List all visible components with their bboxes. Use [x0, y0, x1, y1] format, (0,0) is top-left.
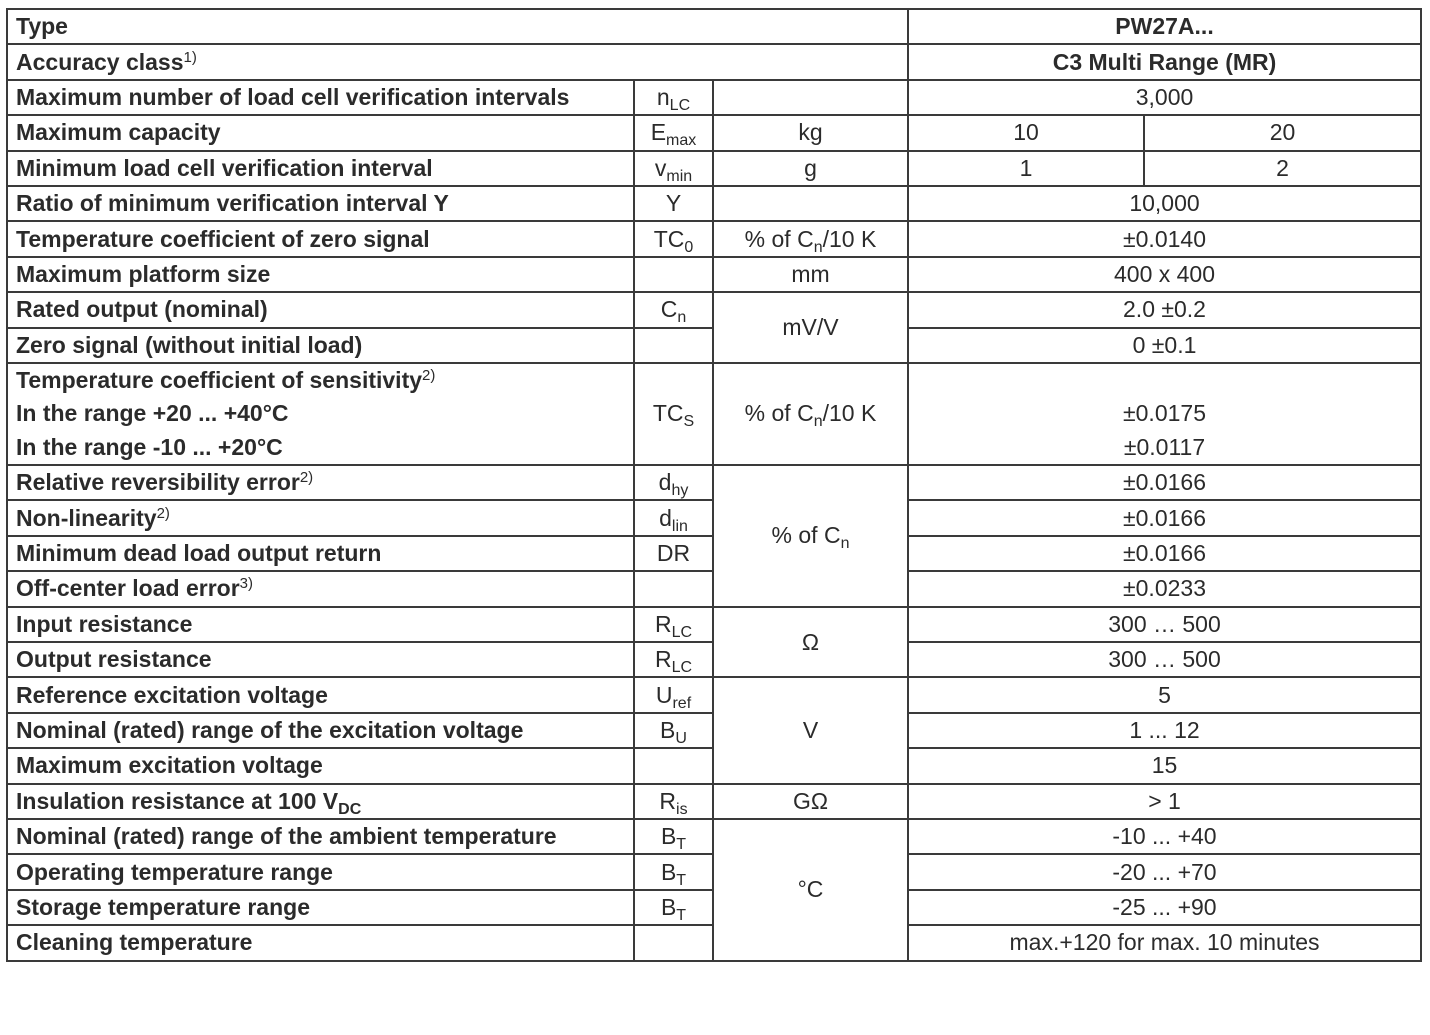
symbol-text: E: [650, 119, 667, 146]
unit-cell: [713, 465, 908, 607]
accuracy-class-value: C3 Multi Range (MR): [908, 44, 1421, 79]
symbol-subscript: LC: [669, 96, 691, 114]
symbol-text: U: [655, 681, 673, 708]
symbol-subscript: T: [676, 906, 687, 924]
type-value: PW27A...: [908, 9, 1421, 44]
value-cell: 1: [908, 151, 1144, 186]
table-row: [7, 44, 1421, 79]
value-cell: 300 … 500: [908, 607, 1421, 642]
symbol-subscript: is: [676, 800, 688, 818]
table-row: [7, 80, 1421, 115]
range-label: In the range -10 ... +20°C: [7, 431, 634, 465]
value-cell: -25 ... +90: [908, 890, 1421, 925]
unit-text: % of C: [771, 522, 841, 549]
symbol-text: R: [654, 646, 672, 673]
value-cell: 2.0 ±0.2: [908, 292, 1421, 327]
symbol-cell: [634, 221, 713, 256]
value-cell: 5: [908, 677, 1421, 712]
label-text: Insulation resistance at 100 V: [16, 787, 339, 814]
symbol-subscript: U: [675, 730, 687, 747]
label-text: Non-linearity: [16, 504, 157, 531]
symbol-subscript: n: [677, 309, 687, 327]
symbol-cell: [634, 819, 713, 854]
value-cell: ±0.0117: [908, 431, 1421, 465]
symbol-subscript: LC: [671, 623, 693, 641]
value-cell: 1 ... 12: [908, 713, 1421, 748]
symbol-text: C: [660, 296, 678, 323]
symbol-text: d: [658, 469, 672, 496]
value-cell: > 1: [908, 784, 1421, 819]
property-label: Zero signal (without initial load): [7, 328, 634, 363]
property-label: Maximum platform size: [7, 257, 634, 292]
symbol-text: n: [656, 83, 670, 110]
unit-cell: V: [713, 677, 908, 783]
property-label: [7, 784, 634, 819]
label-text: Temperature coefficient of sensitivity: [16, 367, 423, 394]
value-cell: 0 ±0.1: [908, 328, 1421, 363]
table-row: [7, 784, 1421, 819]
symbol-cell: [634, 571, 713, 606]
footnote-mark: 1): [183, 48, 197, 66]
unit-cell: °C: [713, 819, 908, 961]
value-cell: ±0.0233: [908, 571, 1421, 606]
unit-cell: g: [713, 151, 908, 186]
symbol-cell: Y: [634, 186, 713, 221]
symbol-cell: [634, 465, 713, 500]
symbol-subscript: max: [666, 132, 697, 150]
symbol-subscript: 0: [684, 238, 694, 256]
footnote-mark: 2): [156, 504, 170, 522]
value-cell: 20: [1144, 115, 1421, 150]
property-label: Output resistance: [7, 642, 634, 677]
value-cell: 3,000: [908, 80, 1421, 115]
symbol-text: R: [659, 787, 677, 814]
table-row: [7, 465, 1421, 500]
symbol-subscript: min: [666, 167, 693, 185]
unit-text: % of C: [744, 400, 814, 427]
table-row: [7, 151, 1421, 186]
symbol-cell: [634, 607, 713, 642]
property-label: [7, 500, 634, 535]
value-cell: -10 ... +40: [908, 819, 1421, 854]
property-label: Minimum load cell verification interval: [7, 151, 634, 186]
value-cell: 10,000: [908, 186, 1421, 221]
unit-subscript: n: [813, 413, 823, 431]
symbol-text: R: [654, 610, 672, 637]
property-label: Maximum number of load cell verification intervals: [7, 80, 634, 115]
unit-text: % of C: [744, 225, 814, 252]
value-cell: ±0.0166: [908, 465, 1421, 500]
symbol-text: d: [659, 504, 672, 531]
unit-cell: [713, 363, 908, 465]
table-row: [7, 363, 1421, 397]
unit-text: /10 K: [822, 400, 877, 427]
value-cell: -20 ... +70: [908, 854, 1421, 889]
symbol-text: B: [660, 717, 676, 743]
property-label: Temperature coefficient of zero signal: [7, 221, 634, 256]
property-label: [7, 363, 634, 397]
symbol-cell: [634, 80, 713, 115]
range-label: In the range +20 ... +40°C: [7, 397, 634, 430]
label-subscript: DC: [338, 800, 362, 818]
property-label: Nominal (rated) range of the excitation voltage: [7, 713, 634, 748]
table-row: [7, 221, 1421, 256]
value-cell: ±0.0175: [908, 397, 1421, 430]
unit-text: /10 K: [822, 225, 877, 252]
property-label: Maximum capacity: [7, 115, 634, 150]
table-row: [7, 607, 1421, 642]
type-label: Type: [7, 9, 908, 44]
unit-cell: mV/V: [713, 292, 908, 363]
property-label: Operating temperature range: [7, 854, 634, 889]
table-row: [7, 115, 1421, 150]
footnote-mark: 3): [239, 575, 253, 593]
symbol-text: B: [660, 858, 677, 885]
symbol-cell: [634, 642, 713, 677]
symbol-subscript: T: [676, 836, 687, 854]
property-label: [7, 465, 634, 500]
symbol-cell: [634, 748, 713, 783]
property-label: Nominal (rated) range of the ambient temperature: [7, 819, 634, 854]
property-label: [7, 571, 634, 606]
property-label: Rated output (nominal): [7, 292, 634, 327]
unit-cell: [713, 186, 908, 221]
symbol-cell: [634, 115, 713, 150]
symbol-cell: [634, 151, 713, 186]
table-row: [7, 819, 1421, 854]
unit-subscript: n: [813, 238, 823, 256]
symbol-cell: [634, 363, 713, 465]
symbol-cell: [634, 257, 713, 292]
unit-subscript: n: [840, 535, 850, 553]
property-label: Maximum excitation voltage: [7, 748, 634, 783]
symbol-subscript: lin: [671, 517, 688, 535]
symbol-cell: [634, 500, 713, 535]
symbol-text: TC: [653, 225, 685, 252]
symbol-text: TC: [652, 400, 684, 427]
table-row: [7, 292, 1421, 327]
property-label: Storage temperature range: [7, 890, 634, 925]
symbol-text: B: [660, 823, 677, 850]
table-row: [7, 677, 1421, 712]
symbol-subscript: S: [683, 413, 695, 431]
value-cell: ±0.0166: [908, 536, 1421, 571]
value-cell: 2: [1144, 151, 1421, 186]
value-cell: ±0.0140: [908, 221, 1421, 256]
property-label: Minimum dead load output return: [7, 536, 634, 571]
unit-cell: GΩ: [713, 784, 908, 819]
value-cell: 15: [908, 748, 1421, 783]
property-label: Ratio of minimum verification interval Y: [7, 186, 634, 221]
accuracy-class-label: [7, 44, 908, 79]
value-cell: 10: [908, 115, 1144, 150]
footnote-mark: 2): [422, 367, 436, 385]
symbol-cell: [634, 292, 713, 327]
label-text: Accuracy class: [16, 48, 184, 75]
symbol-cell: DR: [634, 536, 713, 571]
property-label: Cleaning temperature: [7, 925, 634, 960]
unit-cell: [713, 80, 908, 115]
symbol-subscript: ref: [672, 694, 692, 712]
symbol-text: v: [654, 154, 667, 181]
symbol-subscript: hy: [671, 482, 689, 500]
property-label: Reference excitation voltage: [7, 677, 634, 712]
symbol-subscript: LC: [671, 659, 693, 677]
value-cell: ±0.0166: [908, 500, 1421, 535]
symbol-cell: [634, 890, 713, 925]
label-text: Relative reversibility error: [16, 469, 300, 496]
unit-cell: mm: [713, 257, 908, 292]
symbol-subscript: T: [676, 871, 687, 889]
label-text: Off-center load error: [16, 575, 240, 602]
table-row: [7, 9, 1421, 44]
specification-table: [6, 8, 1422, 962]
unit-cell: [713, 221, 908, 256]
value-cell: max.+120 for max. 10 minutes: [908, 925, 1421, 960]
symbol-cell: [634, 854, 713, 889]
symbol-cell: [634, 925, 713, 960]
symbol-cell: [634, 677, 713, 712]
table-row: [7, 257, 1421, 292]
unit-cell: kg: [713, 115, 908, 150]
symbol-cell: [634, 328, 713, 363]
symbol-cell: [634, 784, 713, 819]
unit-cell: Ω: [713, 607, 908, 678]
property-label: Input resistance: [7, 607, 634, 642]
footnote-mark: 2): [299, 469, 314, 487]
value-cell: 300 … 500: [908, 642, 1421, 677]
value-cell: 400 x 400: [908, 257, 1421, 292]
value-cell: [908, 363, 1421, 397]
table-row: [7, 186, 1421, 221]
symbol-cell: [634, 713, 713, 748]
symbol-text: B: [660, 893, 677, 920]
